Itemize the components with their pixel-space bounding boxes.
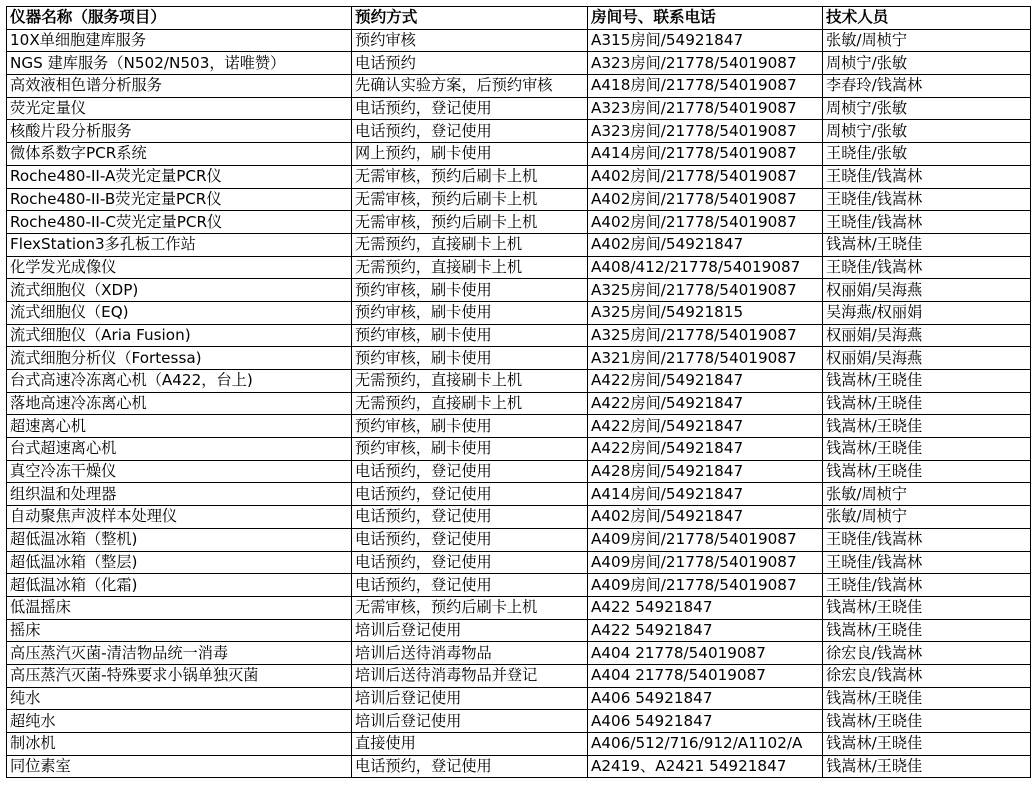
instrument-name-cell: 10X单细胞建库服务 xyxy=(7,29,352,52)
room-phone-cell: A409房间/21778/54019087 xyxy=(588,528,823,551)
technician-cell: 吴海燕/权丽娟 xyxy=(823,301,1031,324)
table-row xyxy=(7,483,1031,506)
room-phone-cell: A422房间/54921847 xyxy=(588,438,823,461)
instrument-name-cell: 自动聚焦声波样本处理仪 xyxy=(7,506,352,529)
technician-cell: 王晓佳/钱嵩林 xyxy=(823,528,1031,551)
room-phone-cell: A422 54921847 xyxy=(588,619,823,642)
technician-cell: 钱嵩林/王晓佳 xyxy=(823,460,1031,483)
instrument-name-cell: 低温摇床 xyxy=(7,596,352,619)
table-row xyxy=(7,211,1031,234)
table-row xyxy=(7,233,1031,256)
room-phone-cell: A422房间/54921847 xyxy=(588,370,823,393)
booking-method-cell: 直接使用 xyxy=(352,733,588,756)
booking-method-cell: 电话预约，登记使用 xyxy=(352,574,588,597)
instrument-name-cell: 流式细胞仪（Aria Fusion) xyxy=(7,324,352,347)
technician-cell: 王晓佳/钱嵩林 xyxy=(823,551,1031,574)
room-phone-cell: A409房间/21778/54019087 xyxy=(588,574,823,597)
technician-cell: 王晓佳/钱嵩林 xyxy=(823,574,1031,597)
instrument-name-cell: FlexStation3多孔板工作站 xyxy=(7,233,352,256)
room-phone-cell: A406 54921847 xyxy=(588,687,823,710)
header-technician: 技术人员 xyxy=(823,7,1031,30)
technician-cell: 张敏/周桢宁 xyxy=(823,29,1031,52)
booking-method-cell: 电话预约，登记使用 xyxy=(352,506,588,529)
technician-cell: 权丽娟/吴海燕 xyxy=(823,347,1031,370)
instrument-name-cell: 超低温冰箱（整机) xyxy=(7,528,352,551)
booking-method-cell: 无需审核，预约后刷卡上机 xyxy=(352,165,588,188)
booking-method-cell: 电话预约 xyxy=(352,52,588,75)
table-row xyxy=(7,188,1031,211)
technician-cell: 王晓佳/钱嵩林 xyxy=(823,211,1031,234)
instrument-name-cell: 组织温和处理器 xyxy=(7,483,352,506)
table-row xyxy=(7,596,1031,619)
room-phone-cell: A315房间/54921847 xyxy=(588,29,823,52)
technician-cell: 钱嵩林/王晓佳 xyxy=(823,733,1031,756)
header-row xyxy=(7,7,1031,30)
technician-cell: 王晓佳/钱嵩林 xyxy=(823,256,1031,279)
instrument-name-cell: 荧光定量仪 xyxy=(7,97,352,120)
room-phone-cell: A321房间/21778/54019087 xyxy=(588,347,823,370)
instrument-name-cell: 高效液相色谱分析服务 xyxy=(7,75,352,98)
table-row xyxy=(7,370,1031,393)
header-booking-method: 预约方式 xyxy=(352,7,588,30)
table-row xyxy=(7,528,1031,551)
instrument-name-cell: 摇床 xyxy=(7,619,352,642)
table-row xyxy=(7,438,1031,461)
room-phone-cell: A422房间/54921847 xyxy=(588,415,823,438)
booking-method-cell: 培训后送待消毒物品 xyxy=(352,642,588,665)
booking-method-cell: 无需审核，预约后刷卡上机 xyxy=(352,211,588,234)
technician-cell: 周桢宁/张敏 xyxy=(823,120,1031,143)
instrument-name-cell: 同位素室 xyxy=(7,755,352,778)
table-row xyxy=(7,664,1031,687)
table-row xyxy=(7,574,1031,597)
technician-cell: 王晓佳/钱嵩林 xyxy=(823,188,1031,211)
technician-cell: 钱嵩林/王晓佳 xyxy=(823,392,1031,415)
table-row xyxy=(7,347,1031,370)
table-row xyxy=(7,687,1031,710)
table-row xyxy=(7,120,1031,143)
table-row xyxy=(7,755,1031,778)
booking-method-cell: 电话预约，登记使用 xyxy=(352,120,588,143)
room-phone-cell: A406 54921847 xyxy=(588,710,823,733)
room-phone-cell: A422房间/54921847 xyxy=(588,392,823,415)
header-room-phone: 房间号、联系电话 xyxy=(588,7,823,30)
room-phone-cell: A406/512/716/912/A1102/A xyxy=(588,733,823,756)
instrument-name-cell: 真空冷冻干燥仪 xyxy=(7,460,352,483)
technician-cell: 钱嵩林/王晓佳 xyxy=(823,710,1031,733)
booking-method-cell: 无需预约，直接刷卡上机 xyxy=(352,256,588,279)
technician-cell: 钱嵩林/王晓佳 xyxy=(823,438,1031,461)
instrument-name-cell: 台式高速冷冻离心机（A422，台上) xyxy=(7,370,352,393)
table-row xyxy=(7,75,1031,98)
booking-method-cell: 预约审核，刷卡使用 xyxy=(352,415,588,438)
technician-cell: 王晓佳/钱嵩林 xyxy=(823,165,1031,188)
booking-method-cell: 预约审核，刷卡使用 xyxy=(352,438,588,461)
room-phone-cell: A325房间/21778/54019087 xyxy=(588,279,823,302)
instrument-name-cell: 超低温冰箱（整层) xyxy=(7,551,352,574)
booking-method-cell: 培训后送待消毒物品并登记 xyxy=(352,664,588,687)
instrument-name-cell: 落地高速冷冻离心机 xyxy=(7,392,352,415)
technician-cell: 张敏/周桢宁 xyxy=(823,506,1031,529)
table-row xyxy=(7,165,1031,188)
room-phone-cell: A2419、A2421 54921847 xyxy=(588,755,823,778)
booking-method-cell: 预约审核，刷卡使用 xyxy=(352,347,588,370)
table-row xyxy=(7,392,1031,415)
room-phone-cell: A414房间/21778/54019087 xyxy=(588,143,823,166)
instrument-name-cell: 流式细胞仪（EQ) xyxy=(7,301,352,324)
technician-cell: 徐宏良/钱嵩林 xyxy=(823,642,1031,665)
instrument-name-cell: 高压蒸汽灭菌-特殊要求小锅单独灭菌 xyxy=(7,664,352,687)
table-row xyxy=(7,460,1031,483)
instrument-name-cell: Roche480-II-A荧光定量PCR仪 xyxy=(7,165,352,188)
booking-method-cell: 无需审核，预约后刷卡上机 xyxy=(352,596,588,619)
instrument-name-cell: 超纯水 xyxy=(7,710,352,733)
technician-cell: 钱嵩林/王晓佳 xyxy=(823,370,1031,393)
booking-method-cell: 先确认实验方案，后预约审核 xyxy=(352,75,588,98)
instrument-name-cell: 制冰机 xyxy=(7,733,352,756)
room-phone-cell: A323房间/21778/54019087 xyxy=(588,120,823,143)
technician-cell: 权丽娟/吴海燕 xyxy=(823,324,1031,347)
table-row xyxy=(7,143,1031,166)
room-phone-cell: A402房间/21778/54019087 xyxy=(588,165,823,188)
instrument-name-cell: 纯水 xyxy=(7,687,352,710)
booking-method-cell: 培训后登记使用 xyxy=(352,619,588,642)
instrument-name-cell: 化学发光成像仪 xyxy=(7,256,352,279)
instrument-name-cell: 超速离心机 xyxy=(7,415,352,438)
booking-method-cell: 培训后登记使用 xyxy=(352,687,588,710)
table-body xyxy=(7,29,1031,778)
technician-cell: 李春玲/钱嵩林 xyxy=(823,75,1031,98)
table-row xyxy=(7,29,1031,52)
table-row xyxy=(7,324,1031,347)
table-row xyxy=(7,642,1031,665)
technician-cell: 钱嵩林/王晓佳 xyxy=(823,233,1031,256)
instrument-name-cell: 流式细胞仪（XDP) xyxy=(7,279,352,302)
instrument-service-table xyxy=(6,6,1031,778)
room-phone-cell: A325房间/21778/54019087 xyxy=(588,324,823,347)
table-row xyxy=(7,415,1031,438)
table-row xyxy=(7,506,1031,529)
room-phone-cell: A418房间/21778/54019087 xyxy=(588,75,823,98)
booking-method-cell: 预约审核，刷卡使用 xyxy=(352,301,588,324)
instrument-name-cell: NGS 建库服务（N502/N503，诺唯赞） xyxy=(7,52,352,75)
room-phone-cell: A414房间/54921847 xyxy=(588,483,823,506)
booking-method-cell: 无需预约，直接刷卡上机 xyxy=(352,392,588,415)
booking-method-cell: 网上预约，刷卡使用 xyxy=(352,143,588,166)
instrument-name-cell: Roche480-II-B荧光定量PCR仪 xyxy=(7,188,352,211)
technician-cell: 周桢宁/张敏 xyxy=(823,97,1031,120)
table-row xyxy=(7,619,1031,642)
table-row xyxy=(7,733,1031,756)
technician-cell: 钱嵩林/王晓佳 xyxy=(823,619,1031,642)
instrument-name-cell: 超低温冰箱（化霜) xyxy=(7,574,352,597)
table-row xyxy=(7,256,1031,279)
booking-method-cell: 预约审核，刷卡使用 xyxy=(352,279,588,302)
room-phone-cell: A402房间/21778/54019087 xyxy=(588,211,823,234)
technician-cell: 钱嵩林/王晓佳 xyxy=(823,415,1031,438)
table-row xyxy=(7,710,1031,733)
room-phone-cell: A402房间/54921847 xyxy=(588,233,823,256)
booking-method-cell: 电话预约，登记使用 xyxy=(352,460,588,483)
room-phone-cell: A408/412/21778/54019087 xyxy=(588,256,823,279)
table-row xyxy=(7,301,1031,324)
room-phone-cell: A325房间/54921815 xyxy=(588,301,823,324)
technician-cell: 钱嵩林/王晓佳 xyxy=(823,596,1031,619)
booking-method-cell: 电话预约，登记使用 xyxy=(352,755,588,778)
table-row xyxy=(7,551,1031,574)
room-phone-cell: A404 21778/54019087 xyxy=(588,642,823,665)
instrument-name-cell: Roche480-II-C荧光定量PCR仪 xyxy=(7,211,352,234)
technician-cell: 钱嵩林/王晓佳 xyxy=(823,755,1031,778)
table-row xyxy=(7,97,1031,120)
technician-cell: 张敏/周桢宁 xyxy=(823,483,1031,506)
booking-method-cell: 预约审核，刷卡使用 xyxy=(352,324,588,347)
technician-cell: 徐宏良/钱嵩林 xyxy=(823,664,1031,687)
room-phone-cell: A402房间/21778/54019087 xyxy=(588,188,823,211)
room-phone-cell: A428房间/54921847 xyxy=(588,460,823,483)
instrument-name-cell: 流式细胞分析仪（Fortessa) xyxy=(7,347,352,370)
instrument-name-cell: 核酸片段分析服务 xyxy=(7,120,352,143)
booking-method-cell: 培训后登记使用 xyxy=(352,710,588,733)
booking-method-cell: 电话预约，登记使用 xyxy=(352,97,588,120)
technician-cell: 王晓佳/张敏 xyxy=(823,143,1031,166)
booking-method-cell: 无需预约，直接刷卡上机 xyxy=(352,233,588,256)
room-phone-cell: A323房间/21778/54019087 xyxy=(588,52,823,75)
room-phone-cell: A323房间/21778/54019087 xyxy=(588,97,823,120)
room-phone-cell: A402房间/54921847 xyxy=(588,506,823,529)
booking-method-cell: 电话预约，登记使用 xyxy=(352,483,588,506)
room-phone-cell: A422 54921847 xyxy=(588,596,823,619)
instrument-name-cell: 微体系数字PCR系统 xyxy=(7,143,352,166)
room-phone-cell: A409房间/21778/54019087 xyxy=(588,551,823,574)
room-phone-cell: A404 21778/54019087 xyxy=(588,664,823,687)
technician-cell: 周桢宁/张敏 xyxy=(823,52,1031,75)
table-row xyxy=(7,52,1031,75)
technician-cell: 钱嵩林/王晓佳 xyxy=(823,687,1031,710)
table-row xyxy=(7,279,1031,302)
booking-method-cell: 无需预约，直接刷卡上机 xyxy=(352,370,588,393)
booking-method-cell: 无需审核，预约后刷卡上机 xyxy=(352,188,588,211)
booking-method-cell: 预约审核 xyxy=(352,29,588,52)
header-instrument-name: 仪器名称（服务项目） xyxy=(7,7,352,30)
booking-method-cell: 电话预约，登记使用 xyxy=(352,551,588,574)
booking-method-cell: 电话预约，登记使用 xyxy=(352,528,588,551)
instrument-name-cell: 台式超速离心机 xyxy=(7,438,352,461)
instrument-name-cell: 高压蒸汽灭菌-清洁物品统一消毒 xyxy=(7,642,352,665)
technician-cell: 权丽娟/吴海燕 xyxy=(823,279,1031,302)
